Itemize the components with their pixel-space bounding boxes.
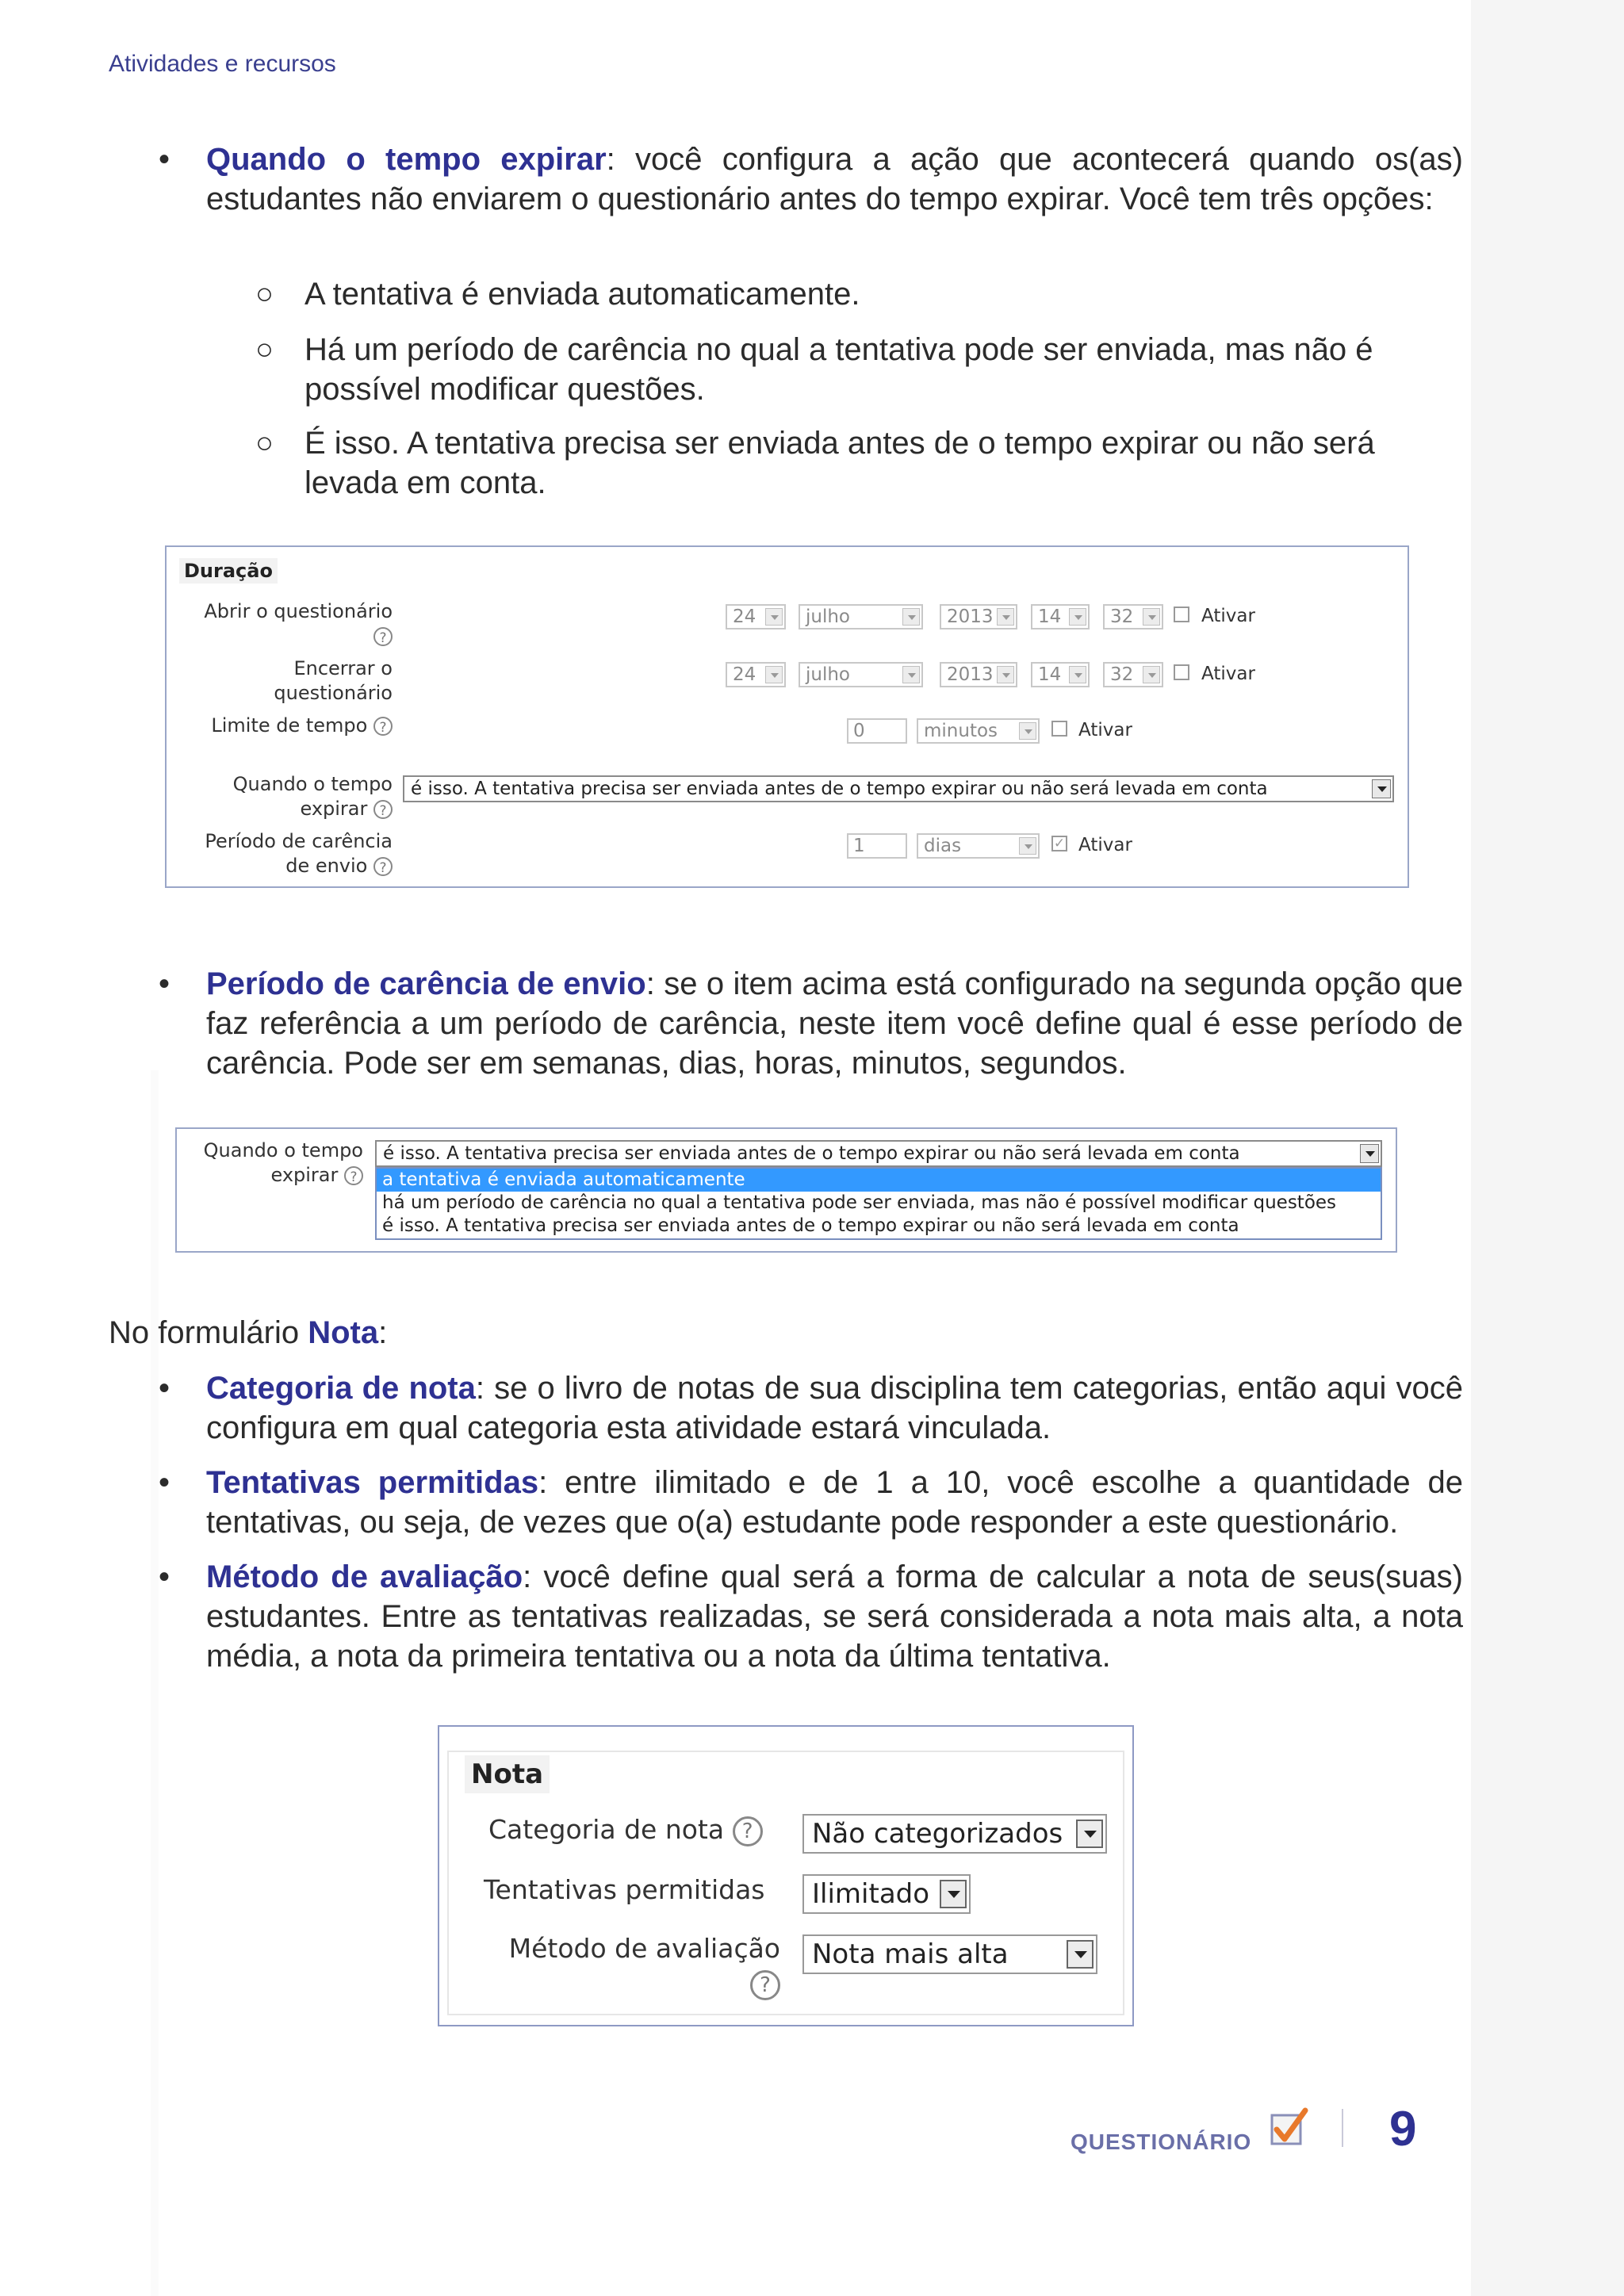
when-time-expires-select[interactable]: é isso. A tentativa precisa ser enviada antes de o tempo expirar ou não será levada em conta — [403, 775, 1394, 802]
grace-period-unit-select[interactable]: dias — [917, 833, 1040, 859]
open-enable-checkbox[interactable] — [1174, 607, 1189, 622]
text-quando-tempo-expirar: : você configura a ação que acontecerá quando os(as) estudantes não enviarem o questionário antes do tempo expirar. Você tem três opções: — [206, 142, 1463, 216]
close-day-select[interactable]: 24 — [726, 662, 786, 687]
bullet-dot: • — [159, 1559, 170, 1594]
metodo-label: Método de avaliação ? — [495, 1931, 780, 2001]
help-icon[interactable]: ? — [750, 1970, 780, 2000]
open-day-select[interactable]: 24 — [726, 604, 786, 629]
chevron-down-icon — [1069, 666, 1086, 683]
sub-item-3: É isso. A tentativa precisa ser enviada antes de o tempo expirar ou não será levada em conta. — [304, 426, 1375, 500]
chevron-down-icon — [1143, 666, 1160, 683]
close-month-select[interactable]: julho — [799, 662, 923, 687]
grace-period-enable-checkbox[interactable]: ✓ — [1051, 836, 1067, 851]
dropdown-option[interactable]: há um período de carência no qual a tentativa pode ser enviada, mas não é possível modificar questões — [382, 1192, 1337, 1213]
page-number: 9 — [1389, 2102, 1417, 2156]
paragraph-quando-tempo-expirar — [206, 140, 1463, 219]
term-categoria-nota: Categoria de nota — [206, 1371, 476, 1406]
time-limit-enable-checkbox[interactable] — [1051, 721, 1067, 737]
grace-period-input[interactable]: 1 — [847, 833, 907, 859]
open-quiz-label: Abrir o questionário ? — [204, 600, 393, 646]
term-quando-tempo-expirar: Quando o tempo expirar — [206, 142, 607, 177]
dropdown-options-list — [375, 1167, 1382, 1240]
term-periodo-carencia: Período de carência de envio — [206, 966, 646, 1001]
term-metodo-avaliacao: Método de avaliação — [206, 1559, 523, 1594]
page-margin-shade-left — [151, 1070, 159, 2296]
chevron-down-icon — [1143, 608, 1160, 626]
help-icon[interactable]: ? — [344, 1166, 363, 1185]
open-enable-label: Ativar — [1201, 606, 1255, 626]
dropdown-option[interactable]: a tentativa é enviada automaticamente — [377, 1169, 1381, 1192]
help-icon[interactable]: ? — [373, 717, 393, 736]
categoria-select[interactable]: Não categorizados — [802, 1814, 1107, 1854]
open-hour-select[interactable]: 14 — [1031, 604, 1090, 629]
sub-bullet-circle: ○ — [255, 333, 274, 366]
chevron-down-icon — [1019, 837, 1036, 855]
bullet-dot: • — [159, 1371, 170, 1406]
chevron-down-icon — [902, 608, 920, 626]
close-year-select[interactable]: 2013 — [940, 662, 1017, 687]
tentativas-select[interactable]: Ilimitado — [802, 1874, 971, 1914]
when-time-expires-label: Quando o tempo expirar ? — [203, 1139, 363, 1186]
chevron-down-icon — [1372, 779, 1391, 798]
sub-bullet-circle: ○ — [255, 277, 274, 311]
chevron-down-icon — [997, 608, 1014, 626]
close-enable-label: Ativar — [1201, 664, 1255, 684]
chevron-down-icon — [997, 666, 1014, 683]
grace-period-enable-label: Ativar — [1078, 835, 1132, 855]
time-limit-input[interactable]: 0 — [847, 718, 907, 744]
chevron-down-icon — [1360, 1144, 1379, 1163]
chevron-down-icon — [765, 666, 783, 683]
help-icon[interactable]: ? — [373, 627, 393, 646]
term-tentativas-permitidas: Tentativas permitidas — [206, 1465, 539, 1500]
nota-form-screenshot — [438, 1725, 1134, 2026]
dropdown-option[interactable]: é isso. A tentativa precisa ser enviada antes de o tempo expirar ou não será levada em conta — [382, 1215, 1239, 1236]
running-head: Atividades e recursos — [109, 51, 336, 77]
tentativas-label: Tentativas permitidas — [484, 1874, 765, 1905]
text-periodo-carencia: : se o item acima está configurado na segunda opção que faz referência a um período de carência, neste item você define qual é esse período de carência. Pode ser em semanas, dias, horas, minutos, segundos. — [206, 966, 1463, 1081]
sub-item-2: Há um período de carência no qual a tentativa pode ser enviada, mas não é possível modificar questões. — [304, 332, 1373, 407]
bullet-dot: • — [159, 1465, 170, 1500]
paragraph-metodo-avaliacao: Método de avaliação: você define qual será a forma de calcular a nota de seus(suas) estudantes. Entre as tentativas realizadas, se será considerada a nota mais alta, a nota média, a nota da primeira tentativa ou a nota da última tentativa. — [206, 1559, 1463, 1674]
chevron-down-icon — [1076, 1820, 1103, 1848]
help-icon[interactable]: ? — [733, 1816, 763, 1846]
duracao-form-screenshot — [165, 545, 1409, 888]
time-limit-enable-label: Ativar — [1078, 720, 1132, 740]
sub-bullet-circle: ○ — [255, 427, 274, 460]
categoria-label: Categoria de nota ? — [488, 1812, 763, 1847]
open-year-select[interactable]: 2013 — [940, 604, 1017, 629]
chevron-down-icon — [1067, 1940, 1094, 1969]
close-quiz-label: Encerrar o questionário — [274, 657, 393, 704]
help-icon[interactable]: ? — [373, 800, 393, 819]
close-hour-select[interactable]: 14 — [1031, 662, 1090, 687]
footer-section-label: QUESTIONÁRIO — [1071, 2130, 1252, 2154]
help-icon[interactable]: ? — [373, 857, 393, 876]
chevron-down-icon — [765, 608, 783, 626]
grace-period-label: Período de carência de envio ? — [205, 830, 393, 877]
dropdown-form-screenshot — [175, 1127, 1397, 1253]
paragraph-categoria-nota: Categoria de nota: se o livro de notas de sua disciplina tem categorias, então aqui você configura em qual categoria esta atividade estará vinculada. — [206, 1371, 1463, 1445]
metodo-select[interactable]: Nota mais alta — [802, 1934, 1097, 1974]
sub-item-1: A tentativa é enviada automaticamente. — [304, 277, 860, 312]
when-time-expires-label: Quando o tempo expirar ? — [232, 773, 393, 820]
chevron-down-icon — [902, 666, 920, 683]
duracao-legend: Duração — [179, 558, 278, 584]
footer-separator — [1342, 2109, 1343, 2147]
paragraph-tentativas-permitidas: Tentativas permitidas: entre ilimitado e de 1 a 10, você escolhe a quantidade de tentativas, ou seja, de vezes que o(a) estudante pode responder a este questionário. — [206, 1465, 1463, 1540]
chevron-down-icon — [940, 1880, 967, 1908]
page-margin-shade — [1471, 0, 1624, 2296]
nota-intro: No formulário Nota: — [109, 1315, 388, 1350]
close-minute-select[interactable]: 32 — [1103, 662, 1163, 687]
time-limit-unit-select[interactable]: minutos — [917, 718, 1040, 744]
quiz-checkbox-icon — [1269, 2106, 1308, 2149]
time-limit-label: Limite de tempo ? — [182, 714, 393, 738]
nota-legend: Nota — [465, 1755, 550, 1793]
open-minute-select[interactable]: 32 — [1103, 604, 1163, 629]
chevron-down-icon — [1019, 722, 1036, 740]
paragraph-periodo-carencia — [206, 964, 1463, 1083]
when-time-expires-select[interactable]: é isso. A tentativa precisa ser enviada antes de o tempo expirar ou não será levada em conta — [375, 1140, 1382, 1167]
bullet-dot: • — [159, 142, 170, 177]
chevron-down-icon — [1069, 608, 1086, 626]
term-nota: Nota — [308, 1315, 379, 1350]
close-enable-checkbox[interactable] — [1174, 664, 1189, 680]
bullet-dot: • — [159, 966, 170, 1001]
open-month-select[interactable]: julho — [799, 604, 923, 629]
